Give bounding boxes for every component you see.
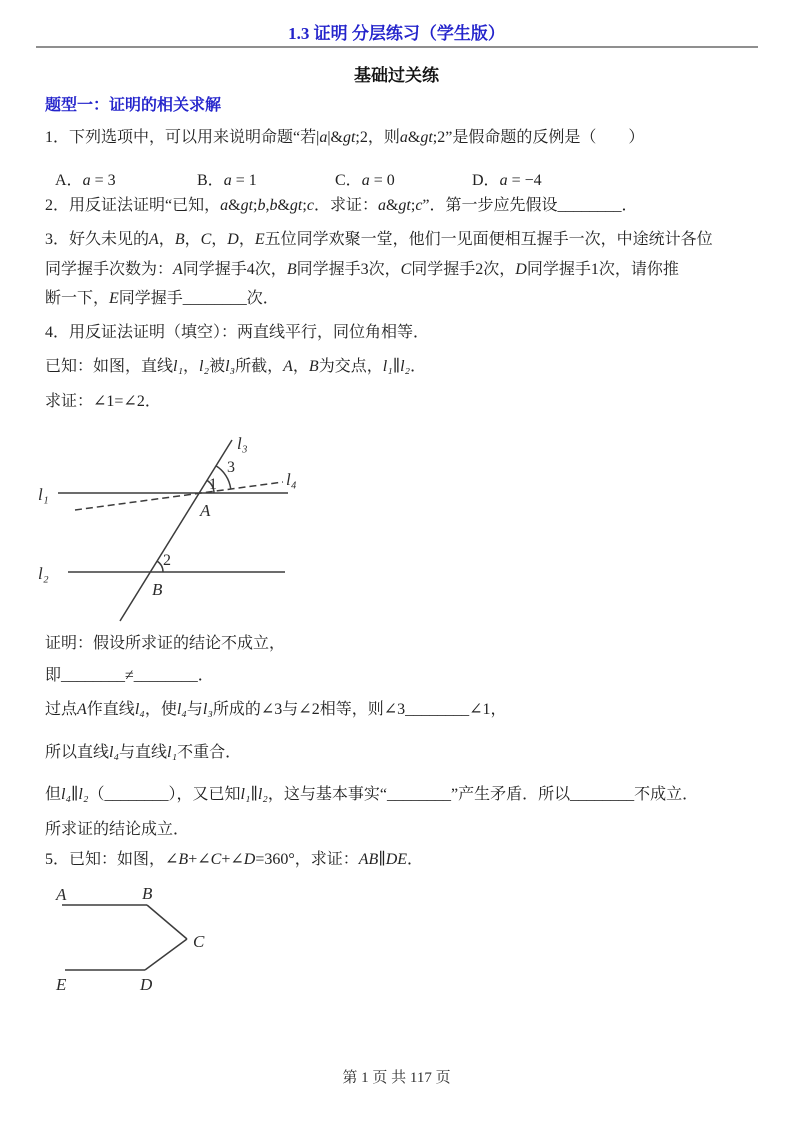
page-number-footer: 第 1 页 共 117 页 <box>342 1070 451 1086</box>
option-a-value: a = 3 <box>82 172 116 189</box>
label-l3: l₃ <box>237 434 248 453</box>
zigzag-figure <box>45 880 295 1005</box>
header-divider <box>36 46 758 48</box>
segment-bc <box>147 905 187 939</box>
proof-line-3: 过点A作直线l₄，使l₄与l₃所成的∠3与∠2相等，则∠3________∠1， <box>45 701 507 718</box>
proof-line-2: 即________≠________． <box>45 667 214 684</box>
question-1-text: 1．下列选项中，可以用来说明命题“若|a|&gt;2，则a&gt;2”是假命题的反例是（ ） <box>45 129 645 146</box>
line-l4-dashed <box>75 482 283 510</box>
question-4-prove: 求证：∠1=∠2． <box>45 393 161 410</box>
section-heading: 基础过关练 <box>354 66 439 85</box>
question-1-options <box>0 167 793 189</box>
proof-line-6: 所求证的结论成立． <box>45 821 190 838</box>
option-c-value: a = 0 <box>361 172 395 189</box>
parallel-lines-figure <box>30 425 360 627</box>
line-l3 <box>120 440 232 621</box>
option-b <box>197 167 257 190</box>
document-title: 1.3 证明 分层练习（学生版） <box>288 24 505 43</box>
label-point-e: E <box>56 975 67 994</box>
proof-line-4: 所以直线l₄与直线l₁不重合． <box>45 744 242 761</box>
question-4-text: 4．用反证法证明（填空）：两直线平行，同位角相等． <box>45 324 430 341</box>
proof-line-5: 但l₄∥l₂（________），又已知l₁∥l₂，这与基本事实“________”产生矛盾．所以________不成立． <box>45 786 699 803</box>
label-point-b: B <box>142 884 153 903</box>
question-3-line2: 同学握手次数为：A同学握手4次，B同学握手3次，C同学握手2次，D同学握手1次，请你推 <box>45 261 679 278</box>
question-2-text: 2．用反证法证明“已知，a&gt;b,b&gt;c．求证：a&gt;c”．第一步应先假设________． <box>45 197 638 214</box>
label-angle-3: 3 <box>227 459 235 476</box>
option-a-label: A． <box>55 172 83 189</box>
question-3-line3: 断一下，E同学握手________次． <box>45 290 279 307</box>
option-a <box>55 167 116 190</box>
topic-heading: 题型一：证明的相关求解 <box>45 97 222 114</box>
label-point-d: D <box>140 975 153 994</box>
label-l4: l₄ <box>286 470 297 489</box>
label-point-a: A <box>56 885 67 904</box>
question-4-known: 已知：如图，直线l₁，l₂被l₃所截，A，B为交点，l₁∥l₂． <box>45 358 427 375</box>
segment-cd <box>145 939 187 970</box>
question-5-text: 5．已知：如图，∠B+∠C+∠D=360°，求证：AB∥DE． <box>45 851 424 868</box>
label-l2: l₂ <box>38 564 49 583</box>
option-b-value: a = 1 <box>223 172 257 189</box>
question-3-line1: 3．好久未见的A，B，C，D，E五位同学欢聚一堂，他们一见面便相互握手一次，中途统计各位 <box>45 231 713 248</box>
label-point-a: A <box>200 501 211 520</box>
option-d <box>472 167 542 190</box>
option-c <box>335 167 395 190</box>
label-point-c: C <box>193 932 205 951</box>
label-angle-2: 2 <box>163 552 171 569</box>
option-d-value: a = −4 <box>499 172 542 189</box>
option-c-label: C． <box>335 172 362 189</box>
option-b-label: B． <box>197 172 224 189</box>
label-point-b: B <box>152 580 163 599</box>
label-angle-1: 1 <box>209 476 217 493</box>
label-l1: l₁ <box>38 485 49 504</box>
proof-line-1: 证明：假设所求证的结论不成立， <box>45 635 286 652</box>
option-d-label: D． <box>472 172 500 189</box>
